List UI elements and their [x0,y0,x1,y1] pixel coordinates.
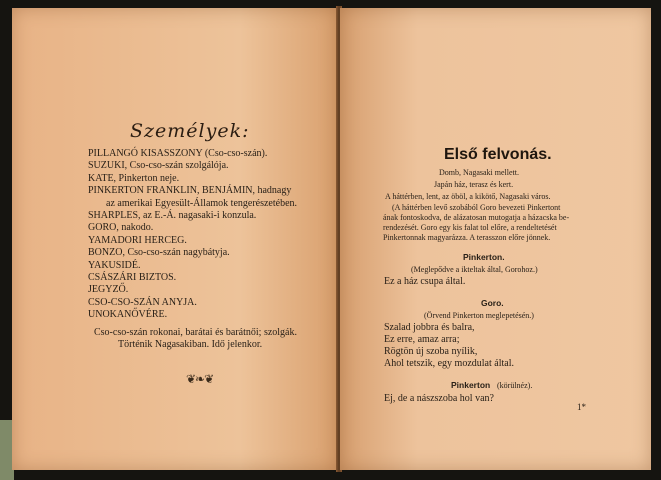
cast-item: PINKERTON FRANKLIN, BENJÁMIN, hadnagy [88,185,292,197]
stage-direction: (A háttérben levő szobából Goro bevezeti Pinkertont [392,203,561,212]
left-page [12,8,338,470]
verse-line: Ez erre, amaz arra; [384,334,460,345]
chorus-note: Cso-cso-szán rokonai, barátai és barátnői; szolgák. [94,326,297,338]
cast-item: PILLANGÓ KISASSZONY (Cso-cso-szán). [88,148,268,159]
setting-line: Domb, Nagasaki mellett. [439,168,519,177]
stage-direction: (körülnéz). [497,381,533,390]
setting-line: Japán ház, terasz és kert. [434,180,514,189]
cast-item: KATE, Pinkerton neje. [88,172,180,184]
cast-item: YAMADORI HERCEG. [88,234,187,246]
page-number: 1* [577,402,586,412]
dialogue-line: Ej, de a nászszoba hol van? [384,393,494,404]
cast-item: CSÁSZÁRI BIZTOS. [88,272,177,284]
setting-line: A háttérben, lent, az öböl, a kikötő, Nagasaki város. [385,192,551,201]
speaker-name: Pinkerton [451,380,491,390]
stage-direction: rendezését. Goro egy kis falat tol előre, a rendeltetését [383,223,557,232]
cast-heading: Személyek: [130,120,250,142]
verse-line: Szalad jobbra és balra, [384,322,475,333]
stage-direction: (Örvend Pinkerton meglepetésén.) [424,311,534,320]
stage-direction: ának fontoskodva, de alázatosan mutogatja a házacska be- [383,213,570,222]
cast-item: GORO, nakodo. [88,222,154,234]
cast-item: YAKUSIDÉ. [88,259,141,271]
act-title: Első felvonás. [444,146,552,163]
cast-item: CSO-CSO-SZÁN ANYJA. [88,296,197,308]
verse-line: Ahol tetszik, egy mozdulat által. [384,358,514,369]
cast-item: SHARPLES, az E.-Á. nagasaki-i konzula. [88,210,257,222]
cast-item: az amerikai Egyesült-Államok tengerészetében. [106,197,298,209]
stage-direction: Pinkertonnak magyarázza. A terasszon előre jönnek. [383,233,551,242]
cast-item: UNOKANŐVÉRE. [88,309,168,321]
speaker-name: Goro. [481,298,504,308]
speaker-name: Pinkerton. [463,252,505,262]
ornament-icon: ❦❧❦ [186,372,214,386]
stage-direction: (Meglepődve a ikteltak által, Gorohoz.) [411,265,538,274]
cast-item: JEGYZŐ. [88,284,129,296]
cast-item: BONZO, Cso-cso-szán nagybátyja. [88,247,230,259]
cast-item: SUZUKI, Cso-cso-szán szolgálója. [88,160,229,172]
dialogue-line: Ez a ház csupa által. [384,276,466,287]
verse-line: Rögtön új szoba nyílik, [384,346,478,357]
setting-note: Történik Nagasakiban. Idő jelenkor. [118,339,263,351]
cast-list [88,148,328,352]
